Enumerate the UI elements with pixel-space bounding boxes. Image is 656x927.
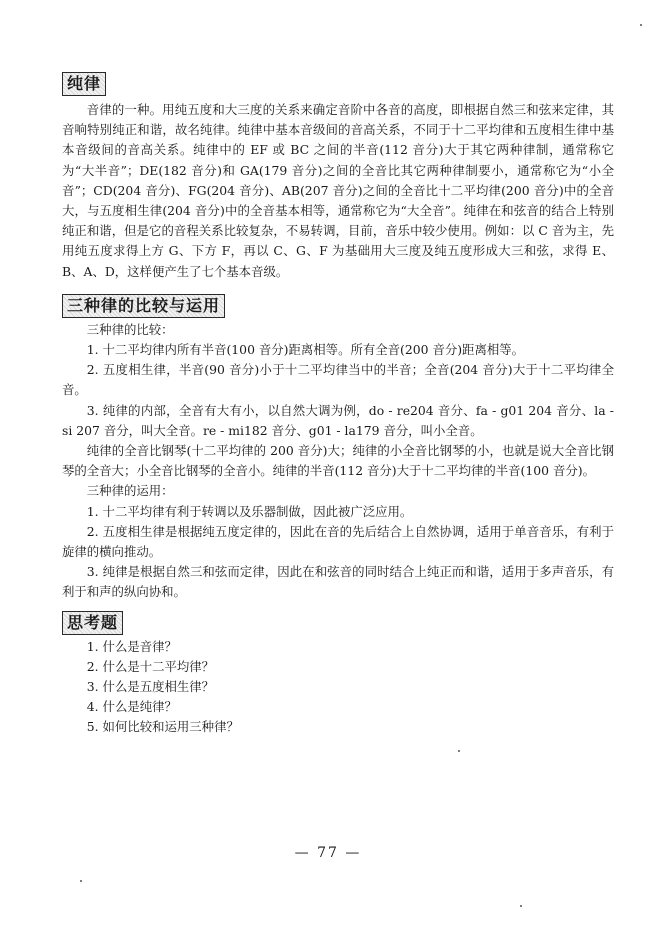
scan-speck [80, 880, 82, 882]
question-4: 4. 什么是纯律？ [86, 699, 177, 715]
compare-note: 纯律的全音比钢琴(十二平均律的 200 音分)大；纯律的小全音比钢琴的小，也就是说大全音比钢琴的全音大；小全音比钢琴的全音小。纯律的半音(112 音分)大于十二平均律的半音(100 音分)。 [62, 443, 614, 479]
page-number: — 77 — [294, 845, 362, 861]
question-1: 1. 什么是音律？ [86, 638, 177, 654]
section-title-questions: 思考题 [62, 611, 123, 635]
compare-item-2: 2. 五度相生律，半音(90 音分)小于十二平均律当中的半音；全音(204 音分)大于十二平均律全音。 [62, 362, 614, 398]
section-questions [62, 607, 614, 738]
section-title-comparison: 三种律的比较与运用 [62, 294, 225, 318]
section-pure-temperament [62, 72, 614, 282]
compare-item-3: 3. 纯律的内部，全音有大有小，以自然大调为例，do - re204 音分、fa - g01 204 音分、la - si 207 音分，叫大全音。re - mi182 音分、g01 - la179 音分，叫小全音。 [62, 402, 614, 438]
question-2: 2. 什么是十二平均律？ [86, 658, 215, 674]
compare-item-1: 1. 十二平均律内所有半音(100 音分)距离相等。所有全音(200 音分)距离相等。 [86, 342, 525, 358]
section-comparison [62, 288, 614, 603]
compare-label: 三种律的比较： [86, 321, 174, 337]
use-item-3: 3. 纯律是根据自然三和弦而定律，因此在和弦音的同时结合上纯正而和谐，适用于多声音乐，有利于和声的纵向协和。 [62, 564, 614, 600]
use-item-1: 1. 十二平均律有利于转调以及乐器制做，因此被广泛应用。 [86, 503, 413, 519]
question-5: 5. 如何比较和运用三种律？ [86, 719, 239, 735]
scan-speck [458, 750, 460, 752]
scan-speck [640, 24, 642, 26]
section-title-pure-temperament: 纯律 [62, 72, 106, 96]
use-item-2: 2. 五度相生律是根据纯五度定律的，因此在音的先后结合上自然协调，适用于单音音乐，有利于旋律的横向推动。 [62, 523, 614, 560]
question-3: 3. 什么是五度相生律？ [86, 679, 215, 695]
scan-speck [520, 905, 522, 907]
pure-temperament-paragraph: 音律的一种。用纯五度和大三度的关系来确定音阶中各音的高度，即根据自然三和弦来定律，其音响特别纯正和谐，故名纯律。纯律中基本音级间的音高关系，不同于十二平均律和五度相生律中基本音级间的音高关系。纯律中的 EF 或 BC 之间的半音(112 音分)大于其它两种律制，通常称它为“大半音”；DE(182 音分)和 GA(179 音分)之间的全音比其它两种律制要小，通常称它为“小全音”；CD(204 音分)、FG(204 音分)、AB(207 音分)之间的全音比十二平均律(200 音分)中的全音大，与五度相生律(204 音分)中的全音基本相等，通常称它为“大全音”。纯律在和弦音的结合上特别纯正和谐，但是它的音程关系比较复杂，不易转调，目前，音乐中较少使用。例如：以 C 音为主，先用纯五度求得上方 G、下方 F，再以 C、G、F 为基础用大三度及纯五度形成大三和弦，求得 E、B、A、D，这样便产生了七个基本音级。 [62, 102, 614, 279]
use-label: 三种律的运用： [86, 483, 174, 499]
page-content [62, 72, 614, 742]
